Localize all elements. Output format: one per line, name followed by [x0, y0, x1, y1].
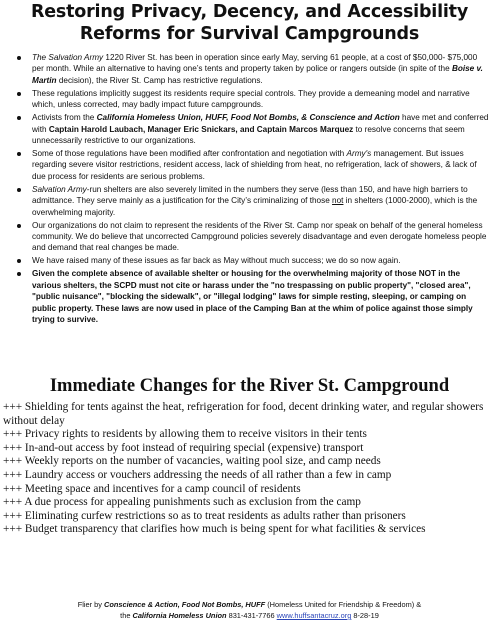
- change-item: +++ Budget transparency that clarifies how much is being spent for what facilities & services: [3, 523, 426, 536]
- item-text: Activists from the: [32, 113, 97, 123]
- org-name: Salvation Army: [32, 184, 87, 194]
- footer-orgs: Conscience & Action, Food Not Bombs, HUFF: [104, 600, 266, 609]
- change-item: +++ Meeting space and incentives for a camp council of residents: [3, 482, 301, 495]
- footer-line-1: [0, 599, 499, 610]
- list-item: [14, 88, 490, 111]
- list-item: [14, 148, 490, 182]
- list-item: [14, 268, 490, 325]
- footer-text: Flier by: [77, 600, 105, 609]
- issues-list: [14, 52, 490, 327]
- item-text: have met and conferred with: [32, 113, 489, 134]
- flier-footer: [0, 599, 499, 621]
- footer-text: (Homeless United for Friendship & Freedom) &: [265, 600, 422, 609]
- item-text: -run shelters are also severely limited in the numbers they serve (less than 150, and have high barriers to admittance. They serve mainly as a justification for the City’s criminalizing of those: [32, 184, 468, 206]
- footer-date: 8-28-19: [351, 611, 379, 620]
- footer-text: the: [120, 611, 133, 620]
- item-text: management. But issues regarding severe visitor restrictions, resident access, lack of shielding from heat, no refrigeration, lack of showers, & lack of due process for residents are serious problems.: [32, 149, 477, 181]
- list-item: [14, 184, 490, 218]
- footer-line-2: [0, 610, 499, 621]
- list-item: [14, 112, 490, 146]
- org-name: The Salvation Army: [32, 53, 104, 62]
- title-line-1: Restoring Privacy, Decency, and Accessibility: [30, 2, 469, 22]
- item-text: 1220 River St. has been in operation since early May, serving 61 people, at a cost of $50,000- $75,000 per month. While an alternative to having one’s tents and property taken by police or rangers outside (in spite of the: [32, 53, 478, 74]
- bullet-icon: [17, 56, 21, 60]
- item-text: These regulations implicitly suggest its residents require special controls. They provide a demeaning model and narrative which, unless corrected, may badly impact future campgrounds.: [32, 88, 470, 110]
- title-line-2: Reforms for Survival Campgrounds: [79, 24, 420, 44]
- change-item: +++ Laundry access or vouchers addressing the needs of all rather than a few in camp: [3, 468, 392, 481]
- change-item: +++ Shielding for tents against the heat, refrigeration for food, decent drinking water, and regular showers without delay: [3, 401, 484, 427]
- website-link[interactable]: www.huffsantacruz.org: [276, 611, 352, 620]
- item-text: Given the complete absence of available shelter or housing for the overwhelming majority of those NOT in the various shelters, the SCPD must not cite or harass under the "no trespassing on public property", "closed area", "public nuisance", "blocking the sidewalk", or "illegal lodging" laws for simple resting, sleeping, or camping on public property. These laws are now used in place of the Camping Ban at the whim of police against those simply trying to survive.: [32, 269, 473, 325]
- emphasis-not: not: [332, 196, 344, 206]
- item-text: Our organizations do not claim to represent the residents of the River St. Camp nor speak on behalf of the general homeless community. We do believe that uncorrected Campground policies severely disadvantage and even derogate homeless people and demand that real changes be made.: [32, 220, 487, 253]
- footer-phone: 831-431-7766: [226, 611, 277, 620]
- item-text: We have raised many of these issues as far back as May without much success; we do so now again.: [32, 256, 401, 266]
- change-item: +++ Weekly reports on the number of vacancies, waiting pool size, and camp needs: [3, 455, 381, 468]
- list-item: [14, 220, 490, 254]
- org-names: California Homeless Union, HUFF, Food Not Bombs, & Conscience and Action: [96, 113, 400, 123]
- changes-heading: Immediate Changes for the River St. Campground: [49, 376, 450, 396]
- footer-union: California Homeless Union: [132, 611, 227, 620]
- change-item: +++ In-and-out access by foot instead of requiring special (expensive) transport: [3, 441, 364, 454]
- bullet-icon: [17, 188, 21, 192]
- item-text: Some of those regulations have been modified after confrontation and negotiation with: [32, 149, 347, 159]
- flier-title: [0, 1, 499, 45]
- item-text: in shelters (1000-2000), which is the overwhelming majority.: [32, 196, 478, 217]
- bullet-icon: [17, 272, 21, 276]
- bullet-icon: [17, 224, 21, 228]
- bullet-icon: [17, 259, 21, 263]
- changes-list: [3, 401, 497, 537]
- change-item: +++ Privacy rights to residents by allowing them to receive visitors in their tents: [3, 428, 367, 441]
- list-item: [14, 52, 490, 86]
- item-text: decision), the River St. Camp has restrictive regulations.: [56, 75, 263, 85]
- item-text: to resolve concerns that seem unnecessarily restrictive to our organizations.: [32, 124, 465, 146]
- bullet-icon: [17, 92, 21, 96]
- list-item: [14, 255, 490, 266]
- court-case: Boise v. Martin: [32, 64, 483, 85]
- change-item: +++ Eliminating curfew restrictions so as to treat residents as adults rather than prisoners: [3, 509, 406, 522]
- bullet-icon: [17, 152, 21, 156]
- officer-names: Captain Harold Laubach, Manager Eric Snickars, and Captain Marcos Marquez: [48, 124, 354, 134]
- org-name: Army's: [346, 149, 372, 159]
- bullet-icon: [17, 116, 21, 120]
- change-item: +++ A due process for appealing punishments such as exclusion from the camp: [3, 496, 361, 509]
